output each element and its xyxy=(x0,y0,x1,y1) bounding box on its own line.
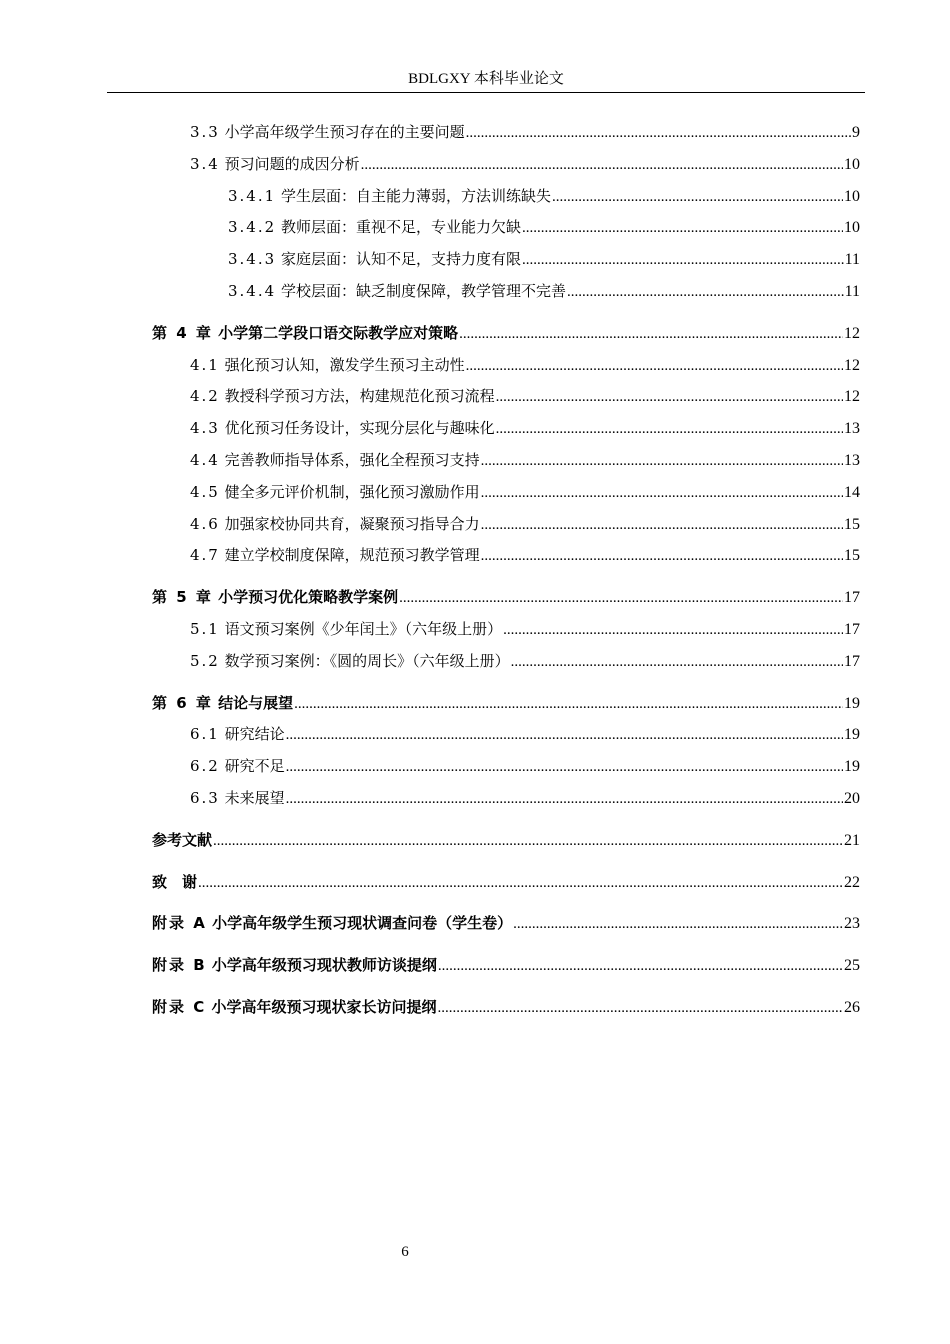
toc-entry-title xyxy=(152,867,197,899)
toc-entry-page: 23 xyxy=(844,915,860,933)
toc-entry-label: 数学预习案例：《圆的周长》（六年级上册） xyxy=(224,651,510,670)
toc-entry-label: 研究不足 xyxy=(224,757,285,776)
toc-entry[interactable] xyxy=(152,212,860,244)
toc-entry-label: 健全多元评价机制，强化预习激励作用 xyxy=(224,482,480,501)
toc-entry[interactable] xyxy=(152,614,860,646)
dot-leader xyxy=(286,784,843,816)
toc-entry-number: 3.4.2 xyxy=(228,218,277,237)
toc-entry-title xyxy=(152,825,212,857)
toc-entry-page: 13 xyxy=(844,420,860,438)
toc-entry[interactable] xyxy=(152,719,860,751)
toc-entry-label: 强化预习认知，激发学生预习主动性 xyxy=(224,355,465,374)
toc-entry-page: 17 xyxy=(844,589,860,607)
toc-entry-title xyxy=(152,318,458,350)
toc-entry[interactable] xyxy=(152,413,860,445)
toc-entry[interactable] xyxy=(152,783,860,815)
toc-entry[interactable] xyxy=(152,244,860,276)
dot-leader xyxy=(496,382,843,414)
toc-entry-number: 4.2 xyxy=(190,387,220,406)
toc-entry-page: 22 xyxy=(844,873,860,891)
toc-entry-page: 20 xyxy=(844,789,860,807)
toc-entry-number: 4.7 xyxy=(190,546,220,565)
toc-entry-title xyxy=(190,413,495,445)
toc-entry-page: 11 xyxy=(844,282,860,300)
header-divider xyxy=(107,92,865,93)
toc-entry-number: 4.5 xyxy=(190,482,220,501)
dot-leader xyxy=(399,583,843,615)
toc-entry[interactable] xyxy=(152,908,860,940)
toc-entry-label: 小学高年级预习现状教师访谈提纲 xyxy=(211,956,437,975)
toc-entry-label: 语文预习案例《少年闰土》（六年级上册） xyxy=(224,619,503,638)
dot-leader xyxy=(437,993,843,1025)
toc-entry[interactable] xyxy=(152,540,860,572)
toc-entry-label: 未来展望 xyxy=(224,788,285,807)
toc-entry[interactable] xyxy=(152,825,860,857)
toc-entry-label: 小学第二学段口语交际教学应对策略 xyxy=(218,323,459,342)
dot-leader xyxy=(522,213,843,245)
dot-leader xyxy=(286,752,843,784)
toc-entry-label: 小学高年级学生预习现状调查问卷（学生卷） xyxy=(212,914,513,933)
toc-entry-label: 预习问题的成因分析 xyxy=(224,154,360,173)
dot-leader xyxy=(481,510,843,542)
toc-entry-title xyxy=(228,244,521,276)
toc-entry-number: 4.6 xyxy=(190,514,220,533)
dot-leader xyxy=(481,478,843,510)
toc-entry-number: 附录 C xyxy=(152,997,207,1016)
toc-entry[interactable] xyxy=(152,181,860,213)
toc-entry-title xyxy=(228,181,551,213)
toc-entry[interactable] xyxy=(152,582,860,614)
dot-leader xyxy=(513,909,843,941)
toc-entry[interactable] xyxy=(152,350,860,382)
dot-leader xyxy=(438,951,843,983)
toc-entry-title xyxy=(190,540,480,572)
toc-entry-label: 建立学校制度保障，规范预习教学管理 xyxy=(224,546,480,565)
toc-entry[interactable] xyxy=(152,867,860,899)
toc-entry-number: 第 5 章 xyxy=(152,588,213,607)
page-header: BDLGXY 本科毕业论文 xyxy=(408,71,564,87)
toc-entry-page: 11 xyxy=(844,251,860,269)
toc-entry-title xyxy=(190,719,285,751)
dot-leader xyxy=(361,150,843,182)
toc-entry-title xyxy=(190,381,495,413)
toc-entry-number: 第 4 章 xyxy=(152,323,213,342)
toc-entry-title xyxy=(152,688,293,720)
page-number: 6 xyxy=(401,1244,409,1260)
dot-leader xyxy=(198,868,843,900)
toc-entry-label: 研究结论 xyxy=(224,725,285,744)
toc-entry-number: 3.4.4 xyxy=(228,281,277,300)
toc-entry-title xyxy=(228,212,521,244)
toc-entry-label: 教授科学预习方法，构建规范化预习流程 xyxy=(224,387,495,406)
toc-entry[interactable] xyxy=(152,477,860,509)
dot-leader xyxy=(481,446,843,478)
toc-entry[interactable] xyxy=(152,381,860,413)
toc-entry-label: 学生层面：自主能力薄弱，方法训练缺失 xyxy=(280,186,551,205)
toc-entry[interactable] xyxy=(152,509,860,541)
toc-entry-title xyxy=(152,582,398,614)
toc-entry-number: 3.3 xyxy=(190,123,220,141)
toc-entry[interactable] xyxy=(152,646,860,678)
toc-entry-label: 小学高年级预习现状家长访问提纲 xyxy=(211,997,437,1016)
toc-entry-label: 致 谢 xyxy=(152,872,198,891)
dot-leader xyxy=(294,689,843,721)
toc-entry-number: 附录 A xyxy=(152,914,207,933)
dot-leader xyxy=(522,245,844,277)
toc-entry-page: 13 xyxy=(844,451,860,469)
toc-entry-number: 3.4 xyxy=(190,154,220,173)
toc-entry-page: 19 xyxy=(844,758,860,776)
toc-entry-page: 17 xyxy=(844,620,860,638)
toc-entry-page: 19 xyxy=(844,694,860,712)
toc-entry-number: 6.2 xyxy=(190,757,220,776)
toc-entry-page: 25 xyxy=(844,957,860,975)
toc-entry-title xyxy=(190,350,465,382)
toc-entry[interactable] xyxy=(152,276,860,308)
toc-entry-number: 5.1 xyxy=(190,619,220,638)
toc-entry-page: 10 xyxy=(844,187,860,205)
toc-entry-label: 教师层面：重视不足，专业能力欠缺 xyxy=(280,218,521,237)
toc-entry-title xyxy=(190,117,465,149)
toc-entry[interactable] xyxy=(152,950,860,982)
toc-entry-number: 4.4 xyxy=(190,450,220,469)
dot-leader xyxy=(511,647,843,679)
toc-entry-page: 14 xyxy=(844,483,860,501)
toc-entry-label: 参考文献 xyxy=(152,830,213,849)
toc-entry-number: 4.1 xyxy=(190,355,220,374)
toc-entry-number: 3.4.1 xyxy=(228,186,277,205)
toc-entry-label: 家庭层面：认知不足，支持力度有限 xyxy=(280,250,521,269)
toc-entry-page: 12 xyxy=(844,388,860,406)
dot-leader xyxy=(213,826,843,858)
toc-entry-title xyxy=(190,751,285,783)
toc-entry-number: 第 6 章 xyxy=(152,693,213,712)
toc-entry-page: 10 xyxy=(844,155,860,173)
toc-entry-number: 3.4.3 xyxy=(228,250,277,269)
dot-leader xyxy=(503,615,843,647)
table-of-contents xyxy=(152,117,860,1024)
toc-entry-label: 优化预习任务设计，实现分层化与趣味化 xyxy=(224,419,495,438)
toc-entry-title xyxy=(190,477,480,509)
toc-entry[interactable] xyxy=(152,992,860,1024)
dot-leader xyxy=(552,182,843,214)
dot-leader xyxy=(459,319,843,351)
toc-entry-title xyxy=(152,950,437,982)
dot-leader xyxy=(466,351,843,383)
toc-entry-number: 6.1 xyxy=(190,725,220,744)
toc-entry-page: 15 xyxy=(844,515,860,533)
toc-entry-label: 结论与展望 xyxy=(218,693,294,712)
toc-entry-title xyxy=(190,149,360,181)
toc-entry[interactable] xyxy=(152,318,860,350)
toc-entry[interactable] xyxy=(152,149,860,181)
toc-entry-title xyxy=(152,908,512,940)
toc-entry-page: 21 xyxy=(844,831,860,849)
toc-entry-title xyxy=(190,783,285,815)
toc-entry-page: 19 xyxy=(844,726,860,744)
toc-entry-title xyxy=(190,509,480,541)
toc-entry-page: 9 xyxy=(852,124,860,141)
toc-entry-page: 26 xyxy=(844,998,860,1016)
dot-leader xyxy=(496,414,843,446)
toc-entry-number: 4.3 xyxy=(190,419,220,438)
toc-entry-title xyxy=(228,276,566,308)
toc-entry[interactable] xyxy=(152,688,860,720)
toc-entry-number: 6.3 xyxy=(190,788,220,807)
toc-entry-title xyxy=(190,445,480,477)
dot-leader xyxy=(286,720,843,752)
toc-entry-page: 10 xyxy=(844,219,860,237)
toc-entry-page: 12 xyxy=(844,324,860,342)
toc-entry-page: 15 xyxy=(844,547,860,565)
toc-entry-number: 5.2 xyxy=(190,651,220,670)
toc-entry[interactable] xyxy=(152,751,860,783)
dot-leader xyxy=(481,541,843,573)
toc-entry[interactable] xyxy=(152,117,860,149)
toc-entry-label: 小学高年级学生预习存在的主要问题 xyxy=(224,123,465,141)
toc-entry[interactable] xyxy=(152,445,860,477)
toc-entry-title xyxy=(152,992,436,1024)
toc-entry-page: 17 xyxy=(844,652,860,670)
toc-entry-label: 完善教师指导体系，强化全程预习支持 xyxy=(224,450,480,469)
toc-entry-label: 学校层面：缺乏制度保障，教学管理不完善 xyxy=(280,281,566,300)
toc-entry-number: 附录 B xyxy=(152,956,207,975)
toc-entry-page: 12 xyxy=(844,356,860,374)
toc-entry-title xyxy=(190,614,502,646)
toc-entry-label: 小学预习优化策略教学案例 xyxy=(218,588,399,607)
toc-entry-label: 加强家校协同共育，凝聚预习指导合力 xyxy=(224,514,480,533)
dot-leader xyxy=(466,118,851,150)
toc-entry-title xyxy=(190,646,510,678)
dot-leader xyxy=(567,277,844,309)
